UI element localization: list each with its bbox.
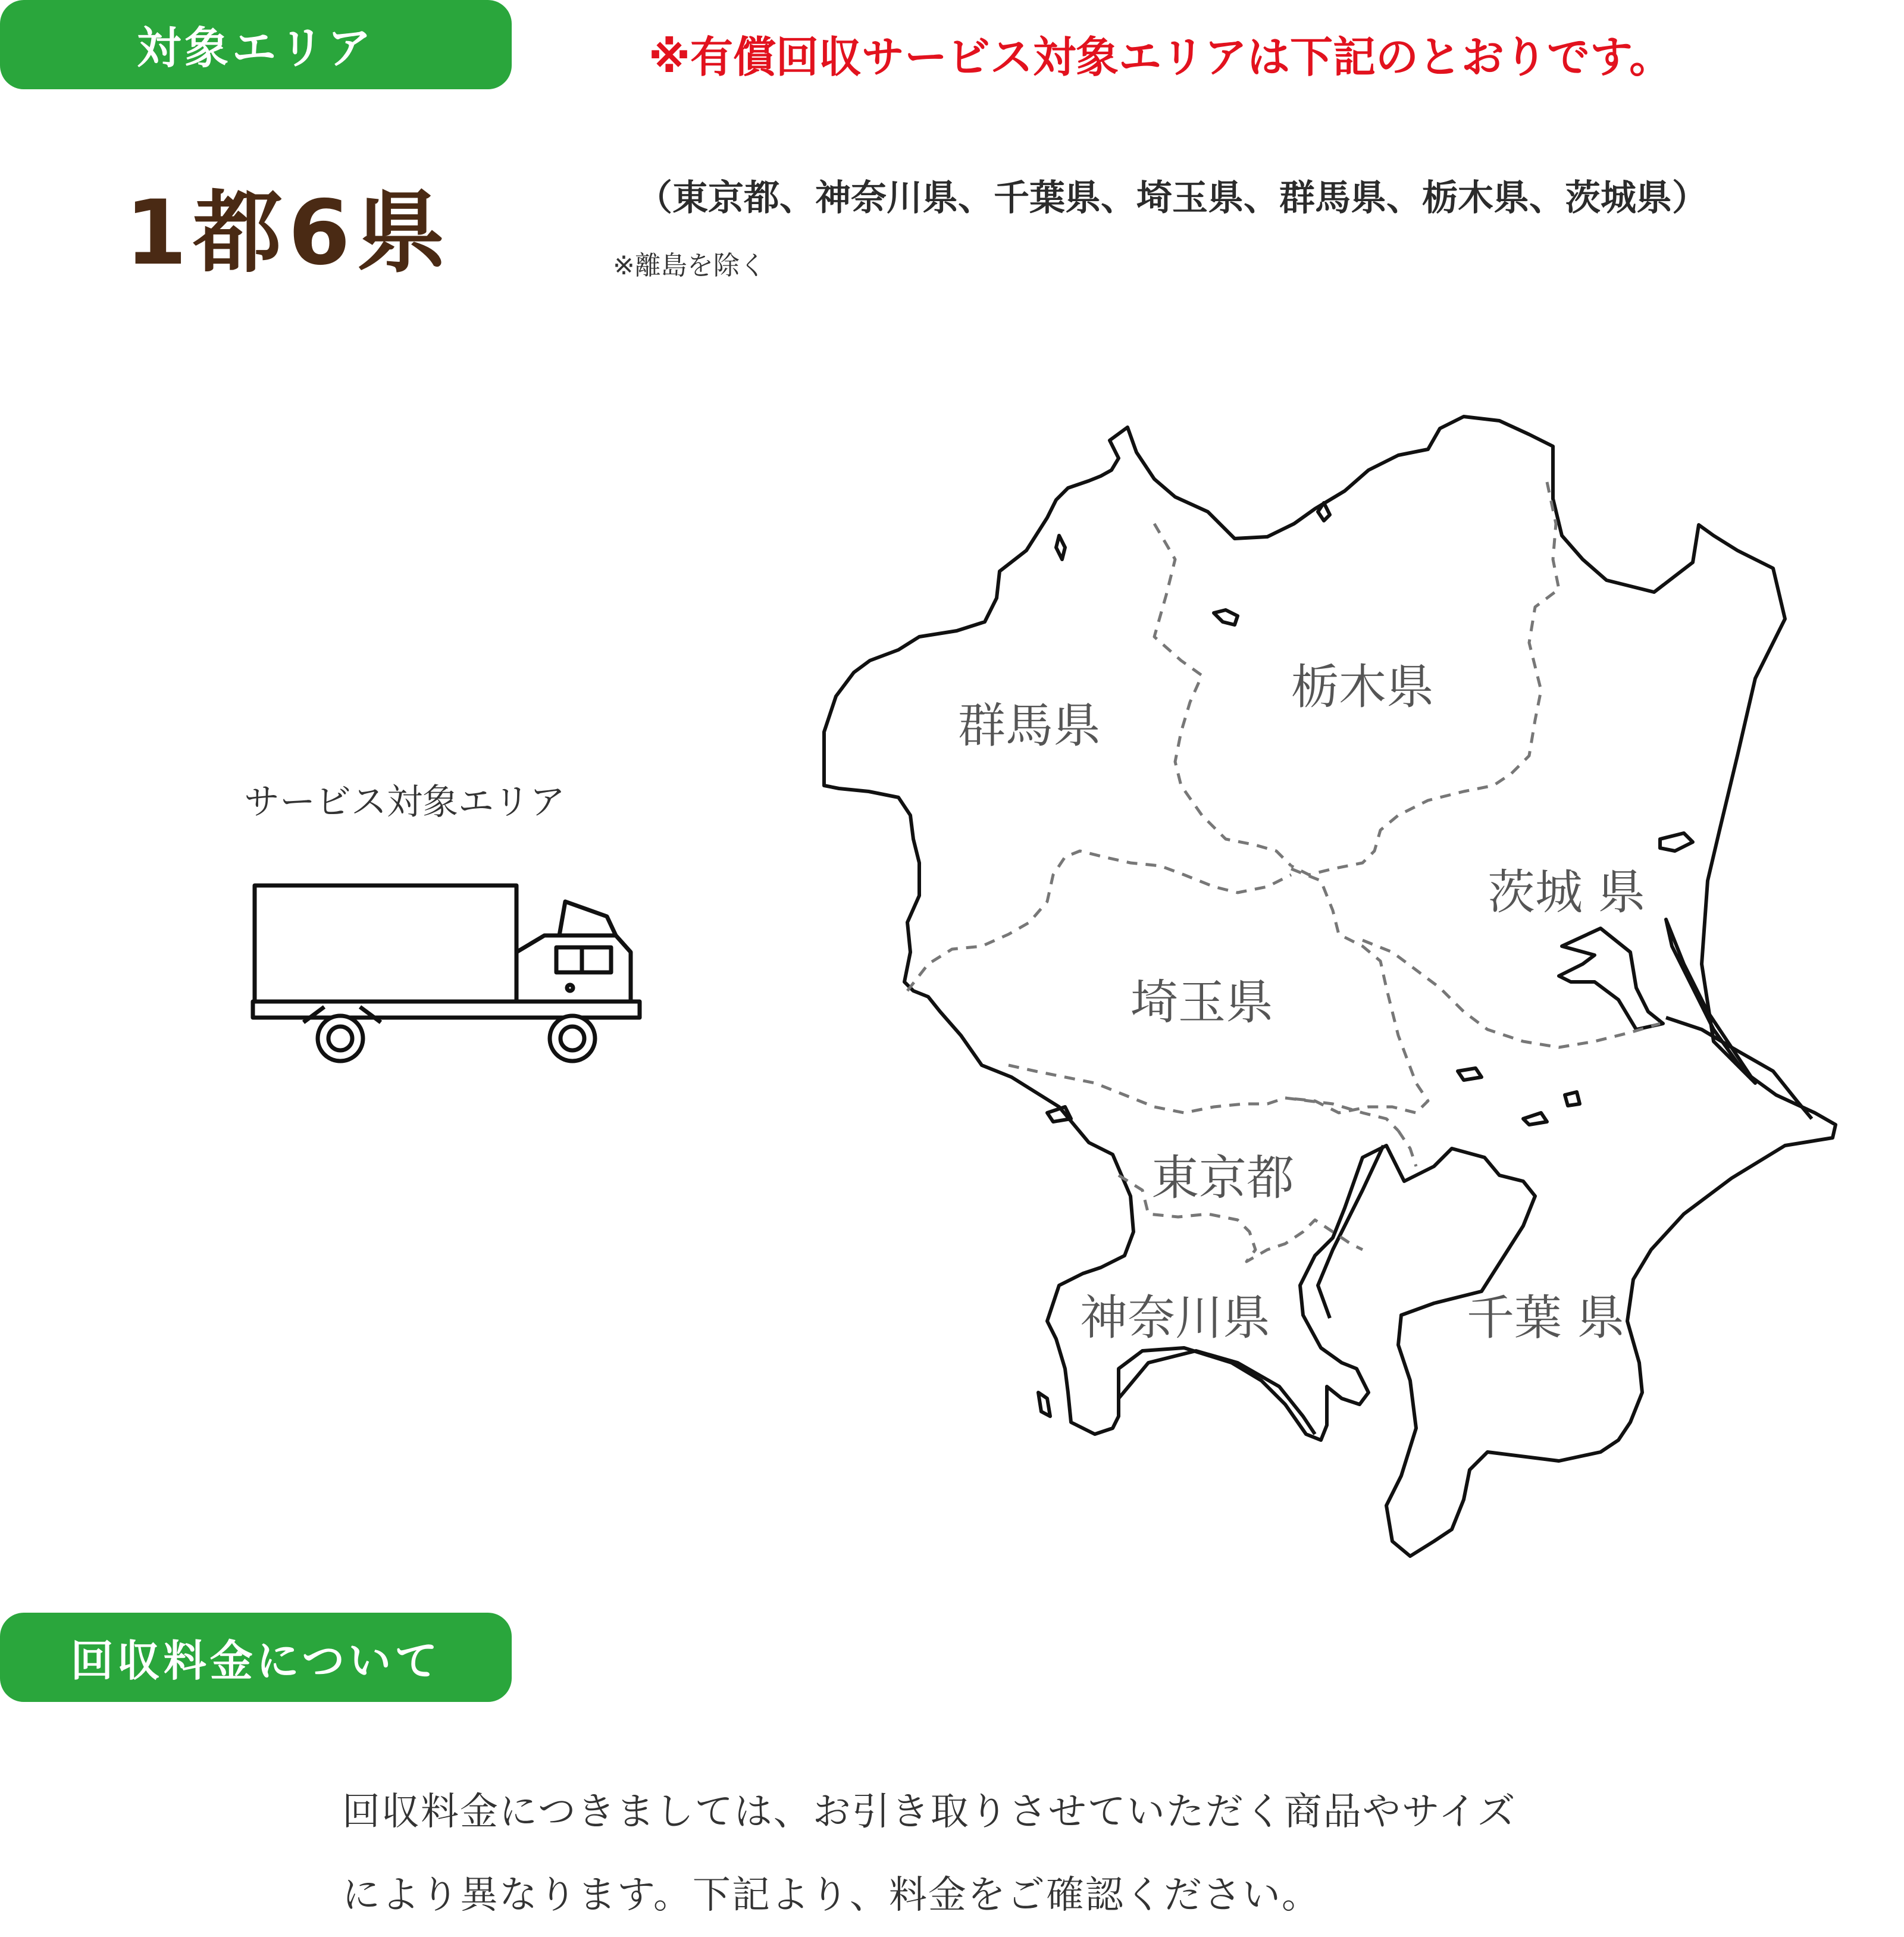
tokyo-bay (1318, 1146, 1383, 1318)
fees-description (342, 1770, 1517, 1937)
islet-6 (1038, 1392, 1050, 1416)
lake-chuzenji (1214, 610, 1238, 625)
area-title-badge: 対象エリア (0, 0, 512, 89)
border-saitama-ibaraki (1285, 869, 1428, 1113)
lake-kitaura (1660, 833, 1693, 851)
label-tokyo: 東京都 (1151, 1150, 1294, 1206)
truck-icon (253, 885, 640, 1061)
island-exclusion-note: ※離島を除く (613, 251, 766, 281)
label-kanagawa: 神奈川県 (1080, 1290, 1270, 1345)
border-tokyo-chiba (1398, 1131, 1416, 1166)
islet-4 (1565, 1092, 1580, 1106)
label-saitama: 埼玉県 (1130, 975, 1273, 1030)
service-area-notice: ※有償回収サービス対象エリアは下記のとおりです。 (649, 32, 1673, 82)
service-area-label: サービス対象エリア (244, 781, 565, 823)
label-ibaraki: 茨城 県 (1488, 865, 1646, 920)
islet-5 (1047, 1107, 1071, 1122)
islet-2 (1458, 1068, 1482, 1080)
islet-3 (1523, 1113, 1547, 1125)
islet-7 (1056, 536, 1065, 559)
kasumigaura-lake (1559, 928, 1663, 1029)
fees-title-badge: 回収料金について (0, 1613, 512, 1702)
border-gunma-tochigi (1154, 524, 1291, 866)
kasumigaura-east (1666, 919, 1755, 1083)
coverage-title: 1都6県 (125, 182, 452, 285)
label-tochigi: 栃木県 (1291, 659, 1434, 715)
fees-line-1: 回収料金につきましては、お引き取りさせていただく商品やサイズ (342, 1790, 1517, 1834)
fees-line-2: により異なります。下記より、料金をご確認ください。 (342, 1873, 1321, 1917)
border-ibaraki-chiba (1363, 940, 1660, 1047)
prefecture-list: （東京都、神奈川県、千葉県、埼玉県、群馬県、栃木県、茨城県） (637, 177, 1708, 219)
label-gunma: 群馬県 (958, 698, 1101, 753)
label-chiba: 千葉 県 (1467, 1290, 1625, 1345)
sagami-bay (1119, 1351, 1315, 1434)
kanto-outline (824, 417, 1836, 1556)
